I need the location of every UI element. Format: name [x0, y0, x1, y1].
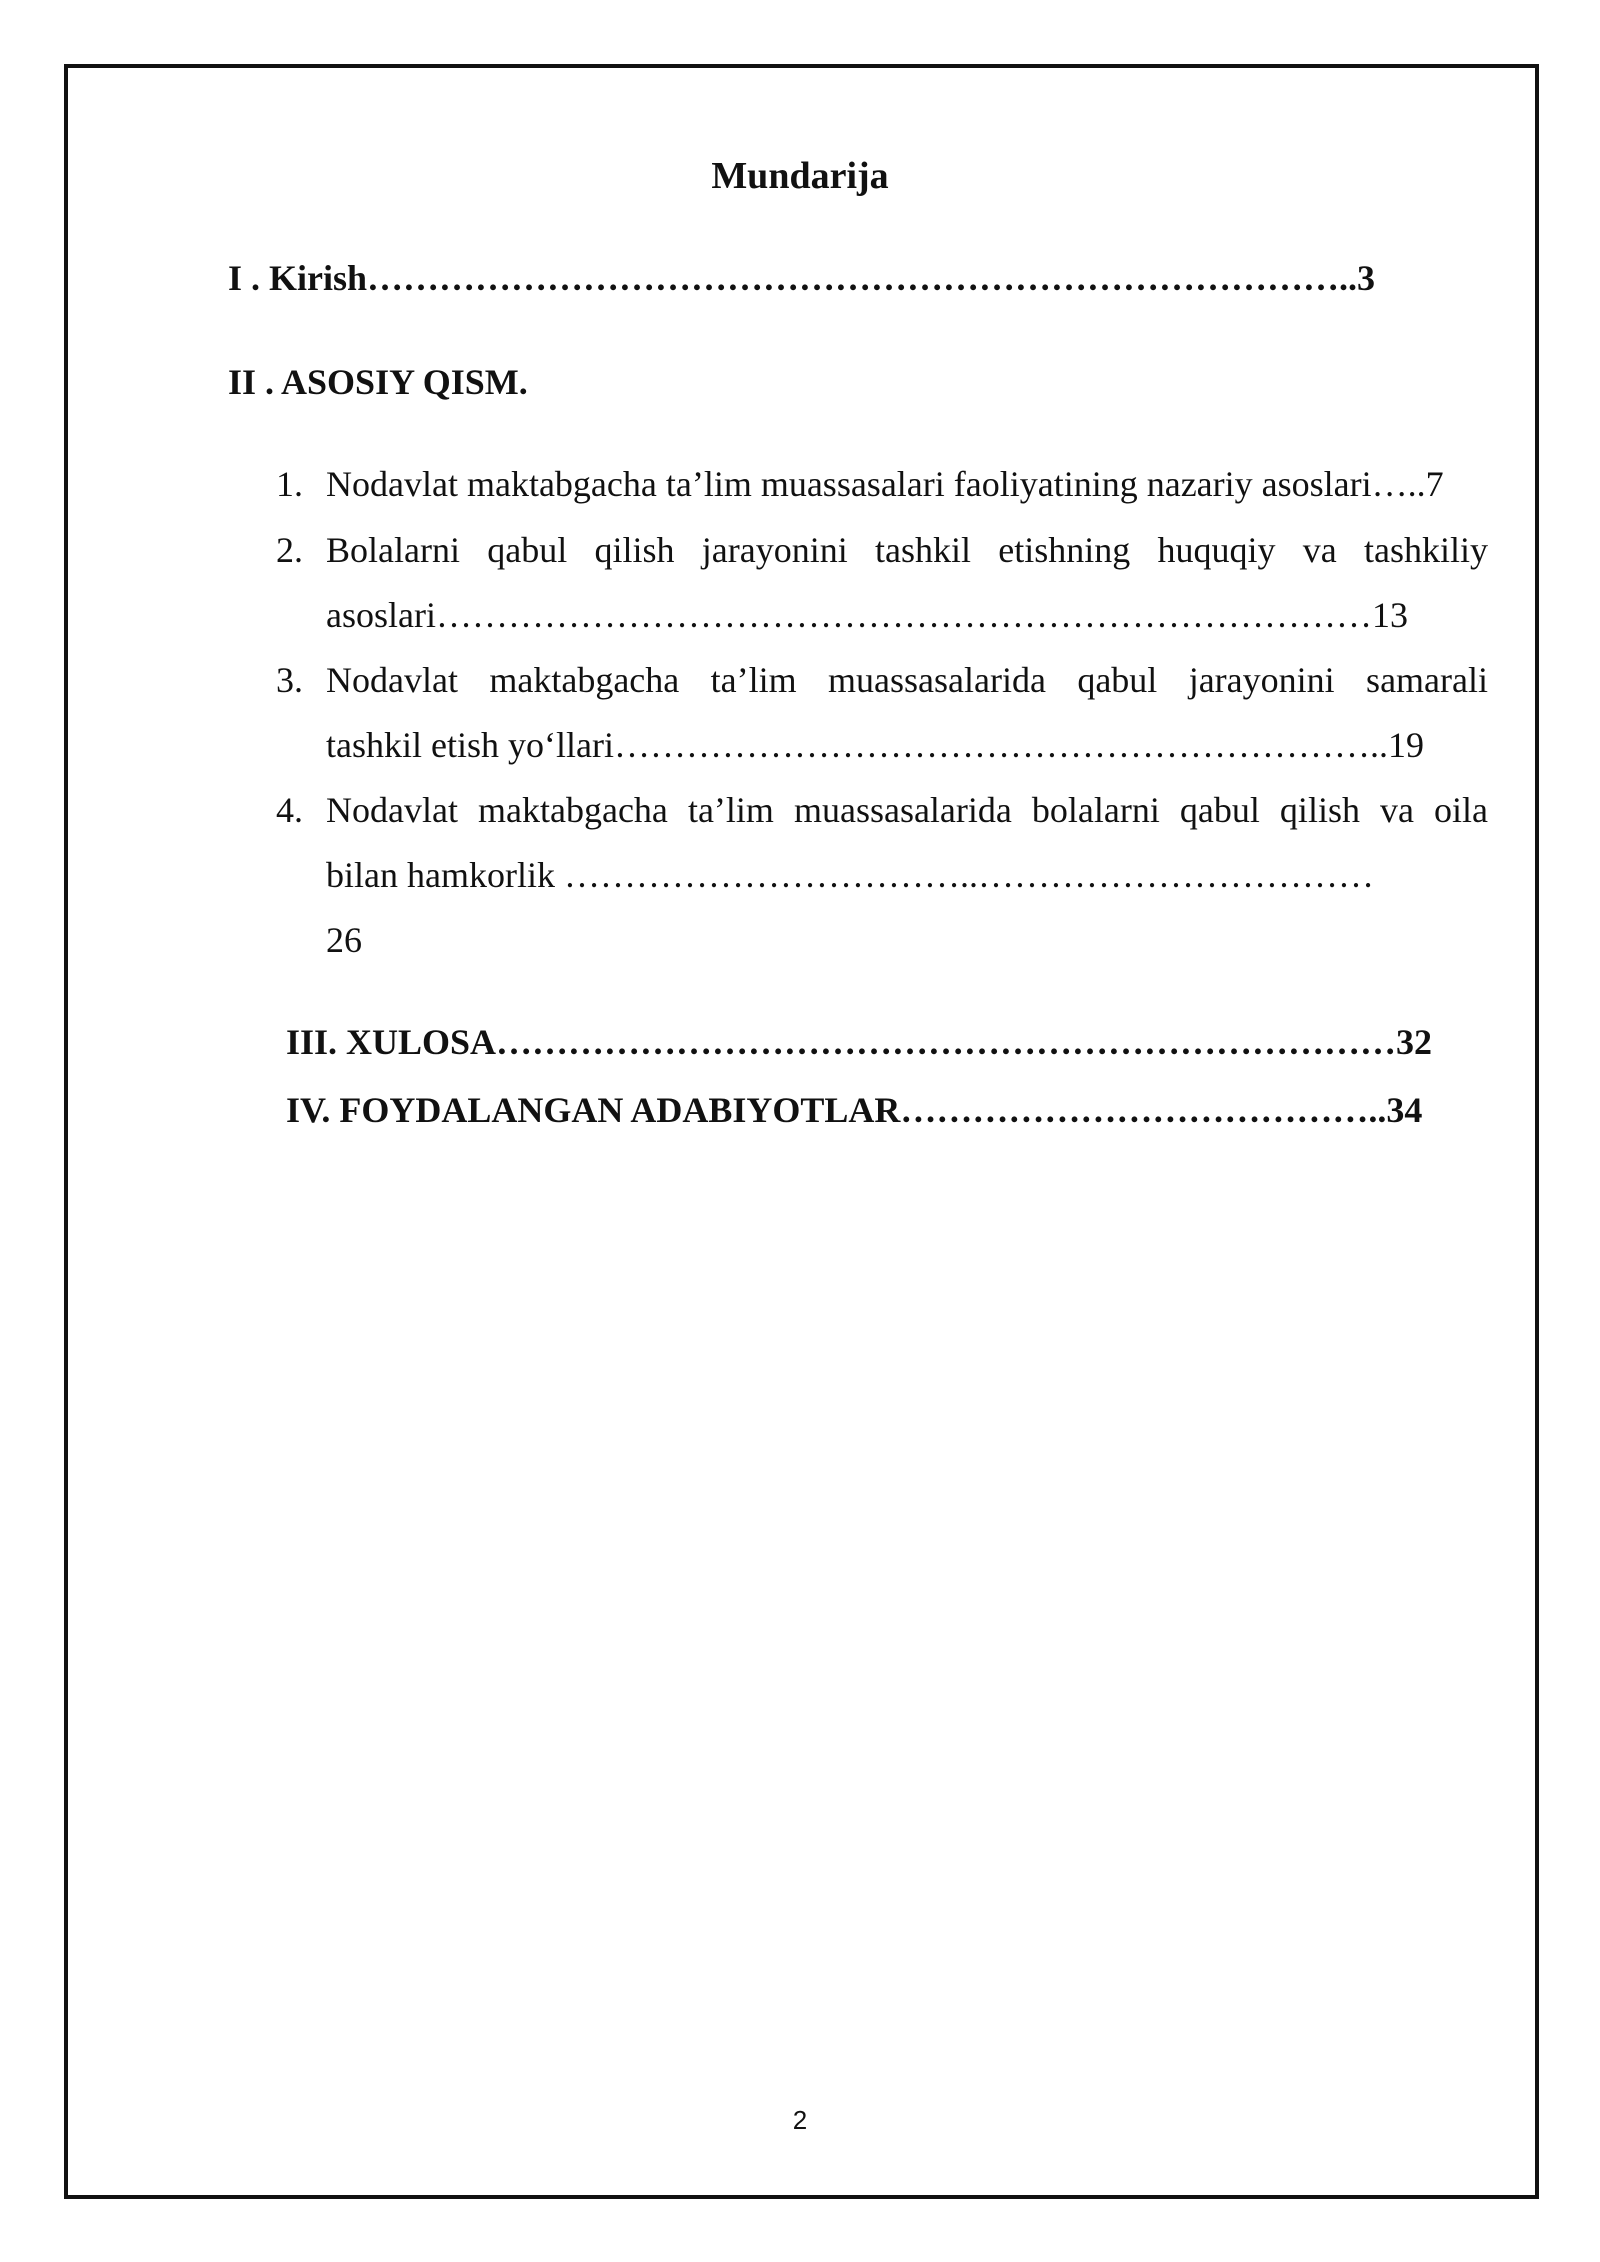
toc-subentry-text-continued: tashkil etish yo‘llari………………………………………………………..19	[326, 725, 1424, 765]
toc-subentry-text: Bolalarni qabul qilish jarayonini tashkil etishning huquqiy va tashkiliy	[326, 530, 1488, 570]
page-title: Mundarija	[711, 155, 889, 197]
toc-entry-main-part: II . ASOSIY QISM.	[228, 362, 528, 402]
toc-subentry-text: Nodavlat maktabgacha ta’lim muassasalari faoliyatining nazariy asoslari…..7	[326, 464, 1444, 504]
page-number: 2	[792, 2105, 808, 2135]
toc-subentry-number: 2.	[276, 530, 303, 570]
toc-entry-intro: I . Kirish………………………………………………………………………..3	[228, 258, 1376, 298]
toc-subentry-number: 3.	[276, 660, 303, 700]
toc-subentry-text-continued: bilan hamkorlik ……………………………..……………………………	[326, 855, 1374, 895]
toc-subentry-page: 26	[326, 920, 362, 960]
toc-entry-conclusion: III. XULOSA…………………………………………………………………32	[286, 1022, 1433, 1062]
toc-subentry-text: Nodavlat maktabgacha ta’lim muassasalarida bolalarni qabul qilish va oila	[326, 790, 1488, 830]
toc-subentry-text-continued: asoslari……………………………………………………………………13	[326, 595, 1408, 635]
toc-subentry-text: Nodavlat maktabgacha ta’lim muassasalarida qabul jarayonini samarali	[326, 660, 1488, 700]
toc-subentry-number: 1.	[276, 464, 303, 504]
toc-entry-references: IV. FOYDALANGAN ADABIYOTLAR…………………………………..34	[286, 1090, 1423, 1130]
toc-subentry-number: 4.	[276, 790, 303, 830]
